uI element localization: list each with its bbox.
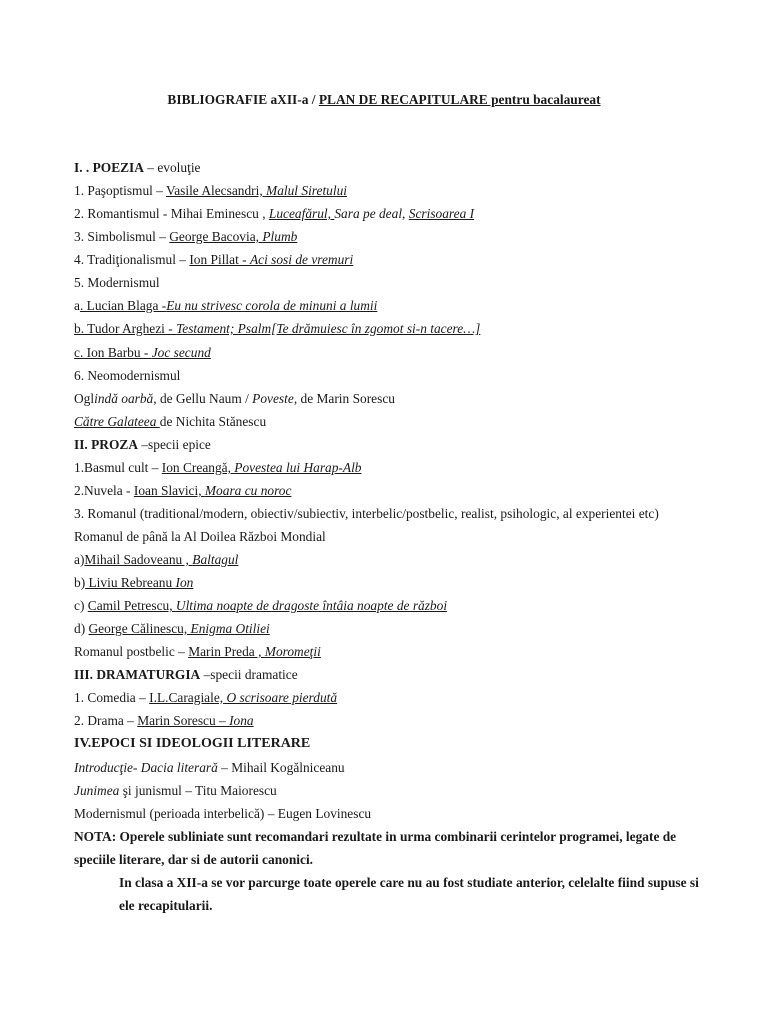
work: Ion	[175, 575, 194, 590]
text: 2. Drama –	[74, 713, 138, 728]
dramaturgia-heading: III. DRAMATURGIA	[74, 667, 201, 682]
document-title	[0, 92, 768, 108]
poezia-heading: I. . POEZIA	[74, 160, 144, 175]
author: Marin Preda ,	[188, 644, 265, 659]
work: Testament; Psalm[Te drămuiesc în zgomot si-n tacere…]	[176, 321, 481, 336]
work: Baltagul	[192, 552, 239, 567]
author: b. Tudor Arghezi -	[74, 321, 177, 336]
title-part1: BIBLIOGRAFIE aXII-a /	[167, 92, 319, 107]
text: 1. Paşoptismul –	[74, 183, 167, 198]
text: d)	[74, 621, 89, 636]
work: indă oarbă	[94, 391, 154, 406]
poezia-item-5c	[74, 345, 714, 361]
proza-heading: II. PROZA	[74, 437, 138, 452]
section-epoci-heading: IV.EPOCI SI IDEOLOGII LITERARE	[74, 736, 311, 751]
work: Eu nu strivesc corola de minuni a lumii	[166, 298, 378, 313]
work: Iona	[229, 713, 254, 728]
poezia-subtitle: – evoluţie	[143, 160, 201, 175]
proza-item-d	[74, 621, 714, 637]
author: Ion Pillat -	[189, 252, 250, 267]
poezia-item-6: 6. Neomodernismul	[74, 368, 181, 383]
poezia-item-3	[74, 229, 714, 245]
poezia-item-1	[74, 183, 714, 199]
text: 1.Basmul cult –	[74, 460, 162, 475]
poezia-item-6b	[74, 414, 714, 430]
proza-item-2	[74, 483, 714, 499]
work: Moara cu noroc	[204, 483, 292, 498]
proza-item-c	[74, 598, 714, 614]
proza-subtitle: –specii epice	[138, 437, 211, 452]
text: a	[74, 298, 80, 313]
work: O scrisoare pierdută	[226, 690, 338, 705]
text: de Nichita Stănescu	[159, 414, 267, 429]
work: Poveste	[252, 391, 294, 406]
work: Plumb	[262, 229, 298, 244]
author: Liviu Rebreanu	[85, 575, 176, 590]
author: Mihail Sadoveanu ,	[84, 552, 193, 567]
text: a)	[74, 552, 85, 567]
proza-item-3: 3. Romanul (traditional/modern, obiectiv/subiectiv, interbelic/postbelic, realist, psihologic, al experientei etc)	[74, 506, 659, 521]
work: Către Galateea	[74, 414, 160, 429]
work: Joc secund	[151, 345, 211, 360]
text: , de Gellu Naum /	[153, 391, 253, 406]
epoci-item-1	[74, 760, 714, 776]
author: Camil Petrescu,	[87, 598, 176, 613]
section-dramaturgia-heading	[74, 667, 714, 683]
section-poezia-heading	[74, 160, 714, 176]
work: Malul Siretului	[266, 183, 348, 198]
epoci-item-3: Modernismul (perioada interbelică) – Eugen Lovinescu	[74, 806, 372, 821]
author: Ioan Slavici,	[133, 483, 205, 498]
nota-paragraph-1: NOTA: Operele subliniate sunt recomandari rezultate in urma combinarii cerintelor programei, legate de speciile literare, dar si de autorii canonici.	[74, 829, 677, 867]
poezia-item-2	[74, 206, 714, 222]
work: Moromeţii	[264, 644, 321, 659]
work: Aci sosi de vremuri	[249, 252, 354, 267]
text: 1. Comedia –	[74, 690, 150, 705]
poezia-item-5b	[74, 321, 714, 337]
work: Ultima noapte de dragoste întâia noapte de război	[175, 598, 448, 613]
author: George Călinescu,	[88, 621, 191, 636]
proza-item-b	[74, 575, 714, 591]
text: 2. Romantismul - Mihai Eminescu ,	[74, 206, 269, 221]
epoci-item-2	[74, 783, 714, 799]
author: Marin Sorescu –	[137, 713, 230, 728]
nota-paragraph-2: In clasa a XII-a se vor parcurge toate operele care nu au fost studiate anterior, celelalte fiind supuse si ele recapitularii.	[119, 875, 699, 913]
work: Luceafărul,	[268, 206, 335, 221]
poezia-item-6a	[74, 391, 714, 407]
work: Sara pe deal,	[334, 206, 409, 221]
proza-item-postbelic	[74, 644, 714, 660]
text: 3. Simbolismul –	[74, 229, 170, 244]
text: – Mihail Kogălniceanu	[217, 760, 345, 775]
author: Vasile Alecsandri,	[166, 183, 267, 198]
dramaturgia-item-1	[74, 690, 714, 706]
text: b)	[74, 575, 86, 590]
section-proza-heading	[74, 437, 714, 453]
text: , de Marin Sorescu	[293, 391, 395, 406]
author: George Bacovia,	[169, 229, 263, 244]
proza-item-1	[74, 460, 714, 476]
work: Povestea lui Harap-Alb	[234, 460, 362, 475]
work: Introducţie- Dacia literară	[74, 760, 218, 775]
author: . Lucian Blaga -	[79, 298, 167, 313]
poezia-item-5: 5. Modernismul	[74, 275, 160, 290]
text: 4. Tradiţionalismul –	[74, 252, 190, 267]
work: Scrisoarea I	[408, 206, 475, 221]
proza-item-a	[74, 552, 714, 568]
text: c)	[74, 598, 88, 613]
work: Enigma Otiliei	[190, 621, 270, 636]
author: c. Ion Barbu -	[74, 345, 152, 360]
work: Junimea	[74, 783, 120, 798]
text: Romanul postbelic –	[74, 644, 189, 659]
title-part2: PLAN DE RECAPITULARE pentru bacalaureat	[318, 92, 601, 107]
poezia-item-5a	[74, 298, 714, 314]
dramaturgia-subtitle: –specii dramatice	[200, 667, 298, 682]
text: 2.Nuvela -	[74, 483, 134, 498]
text: Ogl	[74, 391, 95, 406]
author: I.L.Caragiale,	[149, 690, 227, 705]
dramaturgia-item-2	[74, 713, 714, 729]
text: şi junismul – Titu Maiorescu	[119, 783, 277, 798]
poezia-item-4	[74, 252, 714, 268]
author: Ion Creangă,	[161, 460, 235, 475]
proza-item-4: Romanul de până la Al Doilea Război Mondial	[74, 529, 326, 544]
